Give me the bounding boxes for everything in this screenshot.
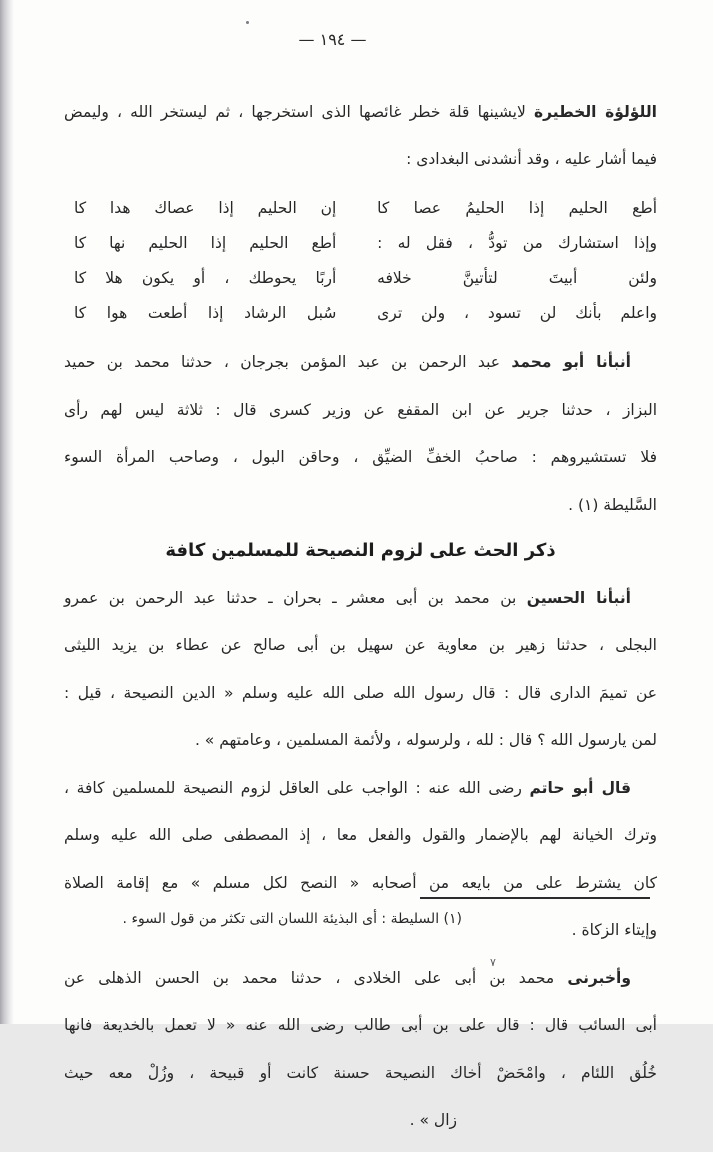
paragraph-line: السَّليطة (١) . (568, 495, 657, 514)
text-column (64, 80, 657, 1152)
poem-hemistich-second: سُبل الرشاد إذا أطعت هوا كا (74, 303, 337, 322)
poem-verse (74, 191, 657, 226)
poem-hemistich-first: ولئن أبيتَ لتأتينَّ خلافه (377, 268, 657, 287)
paragraph-line: أبى السائب قال : قال على بن أبى طالب رضى الله عنه « لا تعمل بالخديعة فانها (64, 1016, 657, 1034)
paragraph-line-text: محمد بن أبى على الخلادى ، حدثنا محمد بن الحسن الذهلى عن (64, 968, 568, 987)
paragraph-line (64, 346, 657, 378)
paragraph-line-text: بن محمد بن أبى معشر ـ بحران ـ حدثنا عبد الرحمن بن عمرو (64, 588, 527, 607)
poem-hemistich-first: وإذا استشارك من تودُّ ، فقل له : (377, 233, 657, 252)
paragraph-lead: قال أبو حاتم (529, 778, 631, 797)
hadith-paragraph-tamim (64, 582, 657, 757)
poem-verse (74, 296, 657, 331)
paragraph-line: فيما أشار عليه ، وقد أنشدنى البغدادى : (406, 150, 657, 168)
paragraph-line: البجلى ، حدثنا زهير بن معاوية عن سهيل بن أبى صالح عن عطاء بن يزيد الليثى (64, 636, 657, 654)
paragraph-line (64, 962, 657, 994)
paragraph-line: وإيتاء الزكاة . (571, 921, 657, 939)
isnad-paragraph-kisra (64, 346, 657, 521)
paragraph-line-text: لايشينها قلة خطر غائصها الذى استخرجها ، ثم ليستخر الله ، وليمض (64, 102, 534, 121)
poem-hemistich-second: أربًا يحوطك ، أو يكون هلا كا (74, 268, 337, 287)
scan-speck (246, 21, 249, 24)
paragraph-line: عن تميمَ الدارى قال : قال رسول الله صلى الله عليه وسلم « الدين النصيحة ، قيل : (64, 683, 657, 702)
footnote-text: (١) السليطة : أى البذيئة اللسان التى تكثر من قول السوء . (122, 911, 462, 927)
paragraph-lead: أنبأنا الحسين (526, 588, 631, 607)
poem-verse (74, 261, 657, 296)
intro-paragraph (64, 96, 657, 176)
page-number: — ١٩٤ — (298, 30, 367, 49)
ali-report-paragraph (64, 962, 657, 1137)
paragraph-line (64, 772, 657, 804)
poem-hemistich-second: أطع الحليم إذا الحليم نها كا (74, 233, 337, 252)
quire-mark: ٧ (490, 956, 496, 969)
scan-edge-shadow (0, 0, 14, 1024)
paragraph-lead: وأخبرنى (567, 968, 631, 987)
paragraph-line (64, 96, 657, 128)
paragraph-lead: اللؤلؤة الخطيرة (533, 102, 657, 121)
poem-hemistich-first: واعلم بأنك لن تسود ، ولن ترى (377, 303, 657, 322)
paragraph-line: فلا تستشيروهم : صاحبُ الخفِّ الضيِّق ، وحاقن البول ، وصاحب المرأة السوء (64, 448, 657, 466)
paragraph-line-text: رضى الله عنه : الواجب على العاقل لزوم النصيحة للمسلمين كافة ، (64, 778, 530, 797)
footnote-divider (420, 897, 650, 899)
paragraph-line: لمن يارسول الله ؟ قال : لله ، ولرسوله ، ولأئمة المسلمين ، وعامتهم » . (194, 731, 657, 749)
poem-hemistich-second: إن الحليم إذا عصاك هدا كا (74, 198, 337, 217)
poem-hemistich-first: أطع الحليم إذا الحليمُ عصا كا (377, 198, 657, 217)
section-heading: ذكر الحث على لزوم النصيحة للمسلمين كافة (165, 540, 556, 561)
paragraph-lead: أنبأنا أبو محمد (511, 353, 631, 371)
paragraph-line: زال » . (409, 1111, 457, 1129)
paragraph-line: خُلُق اللئام ، وامْحَضْ أخاك النصيحة حسنة كانت أو قبيحة ، وزُلْ معه حيث (64, 1063, 657, 1082)
paragraph-line-text: عبد الرحمن بن عبد المؤمن بجرجان ، حدثنا محمد بن حميد (64, 353, 512, 371)
paragraph-line (64, 582, 657, 614)
poem-block (64, 191, 657, 331)
paragraph-line: البزاز ، حدثنا جرير عن ابن المقفع عن وزير كسرى قال : ثلاثة ليس لهم رأى (64, 400, 657, 419)
paragraph-line: وترك الخيانة لهم بالإضمار والقول والفعل معا ، إذ المصطفى صلى الله عليه وسلم (64, 826, 657, 844)
paragraph-line: كان يشترط على من بايعه من أصحابه « النصح لكل مسلم » مع إقامة الصلاة (64, 873, 657, 892)
poem-verse (74, 226, 657, 261)
